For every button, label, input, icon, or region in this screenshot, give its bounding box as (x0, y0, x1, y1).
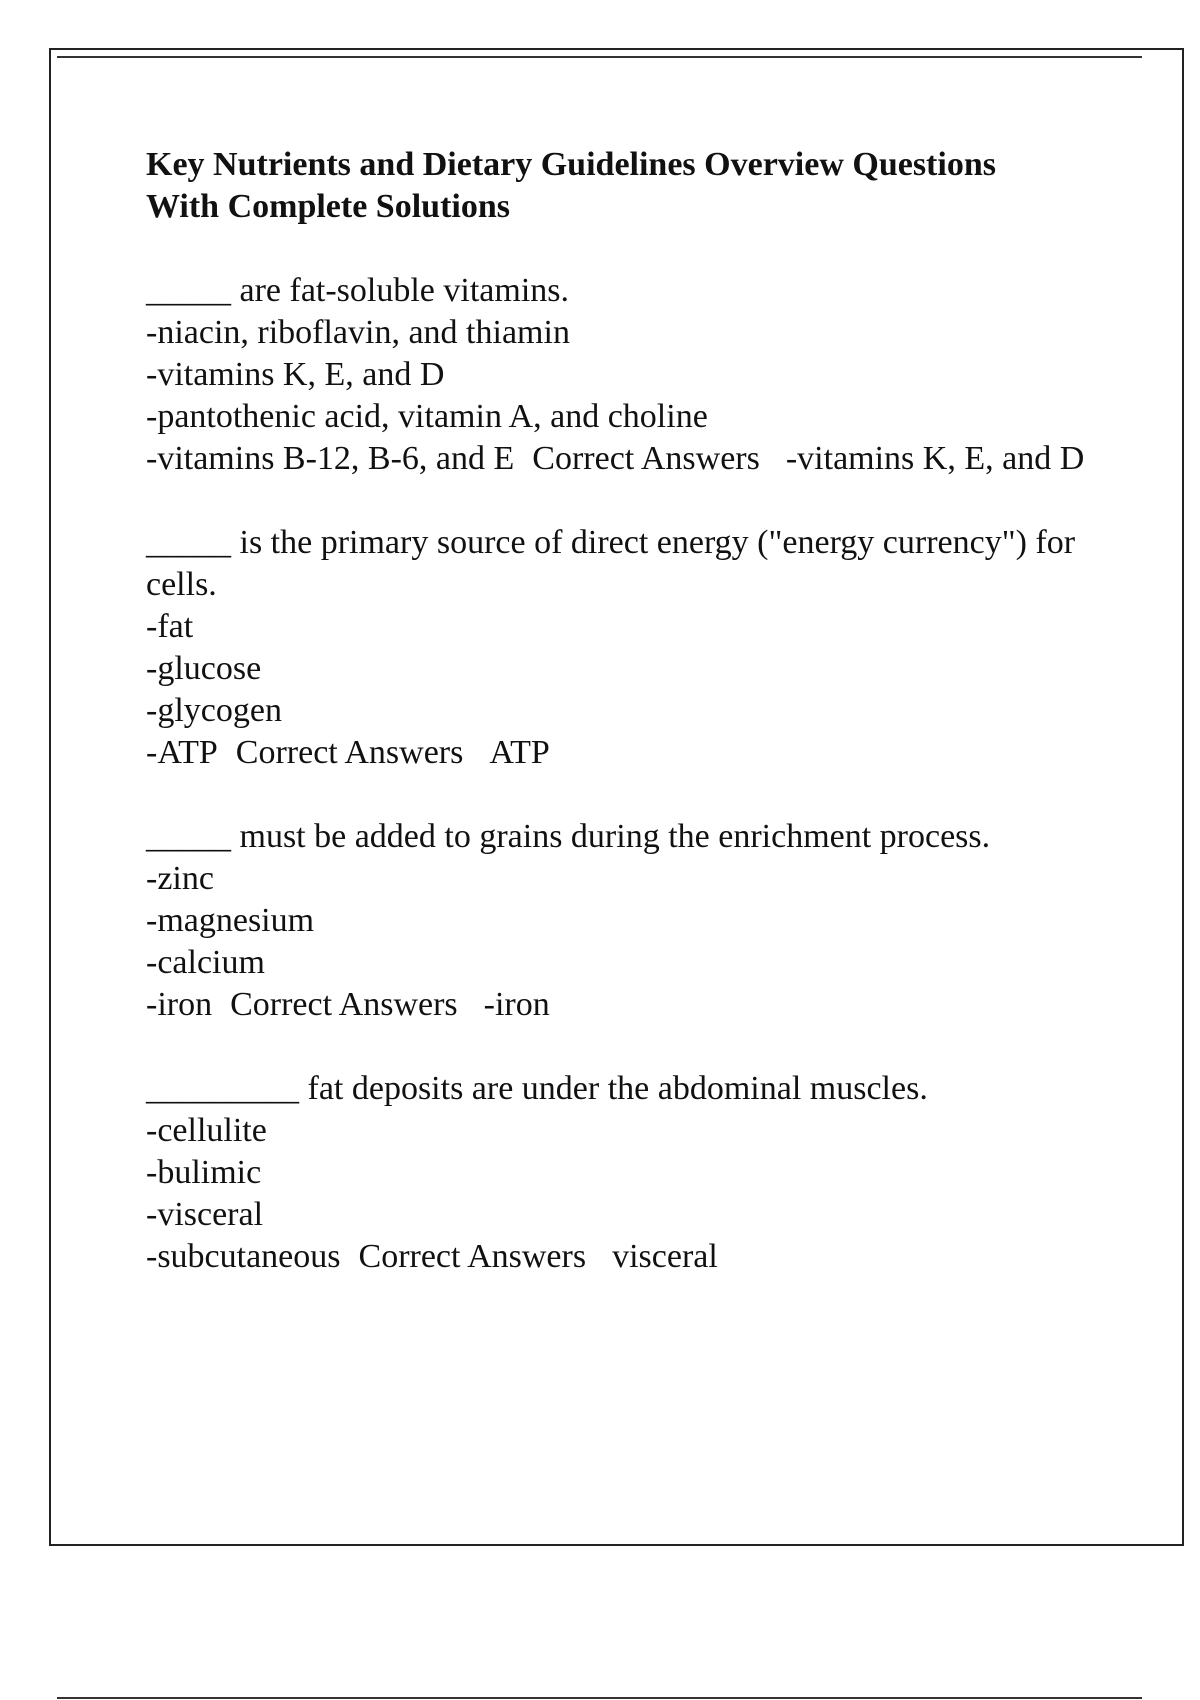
document-title (146, 144, 1106, 228)
option: -magnesium (146, 902, 315, 939)
document-title-line-1: Key Nutrients and Dietary Guidelines Overview Questions (146, 146, 996, 183)
option: -vitamins K, E, and D (146, 356, 445, 393)
answer-label: Correct Answers (235, 734, 464, 771)
top-rule (57, 56, 1142, 58)
document-content (146, 144, 1106, 1278)
option: -glucose (146, 650, 262, 687)
answer-line (146, 984, 1106, 1026)
correct-answer: ATP (489, 734, 550, 771)
answer-label: Correct Answers (230, 986, 458, 1023)
option: -glycogen (146, 692, 282, 729)
option: -ATP (146, 734, 218, 771)
option: -niacin, riboflavin, and thiamin (146, 314, 570, 351)
correct-answer: -iron (483, 986, 550, 1023)
answer-line (146, 438, 1106, 480)
correct-answer: visceral (612, 1238, 718, 1275)
answer-line (146, 1236, 1106, 1278)
option: -calcium (146, 944, 265, 981)
document-title-line-2: With Complete Solutions (146, 188, 510, 225)
question-stem: _________ fat deposits are under the abdominal muscles. (146, 1070, 928, 1107)
option: -subcutaneous (146, 1238, 341, 1275)
correct-answer: -vitamins K, E, and D (785, 440, 1085, 477)
question-1 (146, 270, 1106, 480)
answer-label: Correct Answers (532, 440, 760, 477)
bottom-rule (57, 1697, 1142, 1699)
option: -pantothenic acid, vitamin A, and choline (146, 398, 708, 435)
option: -bulimic (146, 1154, 262, 1191)
answer-label: Correct Answers (358, 1238, 587, 1275)
option: -cellulite (146, 1112, 267, 1149)
question-4 (146, 1068, 1106, 1278)
option: -zinc (146, 860, 214, 897)
question-stem: _____ are fat-soluble vitamins. (146, 272, 570, 309)
question-2 (146, 522, 1106, 774)
question-3 (146, 816, 1106, 1026)
answer-line (146, 732, 1106, 774)
question-stem: _____ must be added to grains during the enrichment process. (146, 818, 991, 855)
option: -iron (146, 986, 213, 1023)
option: -vitamins B-12, B-6, and E (146, 440, 515, 477)
question-stem: _____ is the primary source of direct energy ("energy currency") for cells. (146, 524, 1084, 603)
option: -fat (146, 608, 194, 645)
option: -visceral (146, 1196, 264, 1233)
